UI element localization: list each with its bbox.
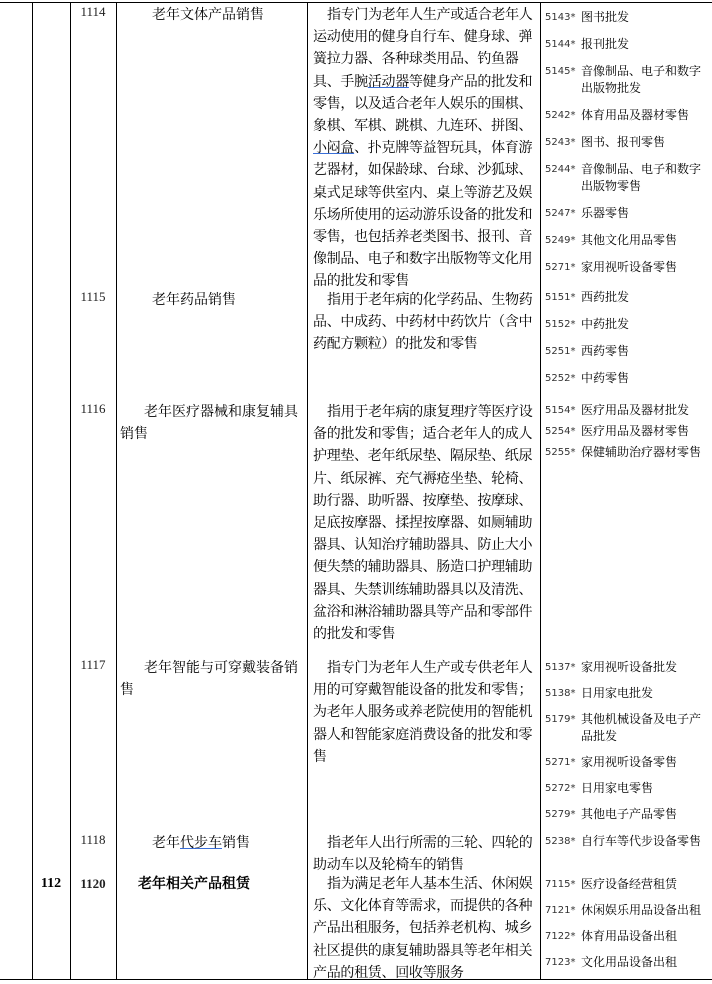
industry-reference-list <box>545 9 710 286</box>
reference-code: 5242* <box>545 110 576 121</box>
reference-code: 5271* <box>545 757 576 768</box>
industry-reference-list <box>545 876 710 980</box>
class-description: 指用于老年病的康复理疗等医疗设备的批发和零售；适合老年人的成人护理垫、老年纸尿垫、隔尿垫、纸尿片、纸尿裤、充气褥疮坐垫、轮椅、助行器、助听器、按摩垫、按摩球、足底按摩器、揉捏按摩器、如厕辅助器具、认知治疗辅助器具、防止大小便失禁的辅助器具、肠造口护理辅助器具、失禁训练辅助器具以及清洗、盆浴和淋浴辅助器具等产品和零部件的批发和零售 <box>313 404 533 643</box>
reference-item <box>545 289 710 306</box>
reference-code: 7121* <box>545 905 576 916</box>
class-code: 1120 <box>80 876 106 891</box>
reference-item <box>545 9 710 26</box>
reference-item <box>545 659 710 676</box>
reference-item <box>545 954 710 971</box>
reference-label: 西药零售 <box>581 344 630 358</box>
reference-label: 体育用品及器材零售 <box>581 108 690 122</box>
reference-item <box>545 259 710 276</box>
table-top-border <box>0 2 712 3</box>
reference-code: 5244* <box>545 164 576 175</box>
reference-label: 医疗设备经营租赁 <box>581 877 678 891</box>
reference-item <box>545 36 710 53</box>
reference-code: 5254* <box>545 426 576 437</box>
reference-item <box>545 806 710 823</box>
reference-item <box>545 444 710 461</box>
class-name: 老年代步车销售 <box>152 835 250 851</box>
reference-label: 日用家电批发 <box>581 686 654 700</box>
reference-item <box>545 343 710 360</box>
reference-item <box>545 161 710 195</box>
reference-label: 图书批发 <box>581 10 630 24</box>
reference-label: 文化用品设备出租 <box>581 955 678 969</box>
reference-label: 中药批发 <box>581 317 630 331</box>
reference-item <box>545 316 710 333</box>
reference-code: 5151* <box>545 292 576 303</box>
reference-code: 5243* <box>545 137 576 148</box>
reference-item <box>545 232 710 249</box>
class-description: 指专门为老年人生产或适合老年人运动使用的健身自行车、健身球、弹簧拉力器、各种球类用品、钓鱼器具、手腕活动器等健身产品的批发和零售，以及适合老年人娱乐的围棋、象棋、军棋、跳棋、九连环、拼图、小闷盒、扑克牌等益智玩具，体育游艺器材，如保龄球、台球、沙狐球、桌式足球等供室内、桌上等游艺及娱乐场所使用的运动游乐设备的批发和零售，也包括养老类图书、报刊、音像制品、电子和数字出版物等文化用品的批发和零售 <box>313 7 533 290</box>
reference-label: 其他文化用品零售 <box>581 233 678 247</box>
reference-label: 医疗用品及器材零售 <box>581 424 690 438</box>
class-name: 老年药品销售 <box>152 292 236 308</box>
reference-label: 图书、报刊零售 <box>581 135 666 149</box>
reference-code: 7123* <box>545 957 576 968</box>
reference-label: 家用视听设备零售 <box>581 260 678 274</box>
reference-code: 7122* <box>545 931 576 942</box>
class-description: 指专门为老年人生产或专供老年人用的可穿戴智能设备的批发和零售；为老年人服务或养老院使用的智能机器人和智能家庭消费设备的批发和零售 <box>313 660 533 765</box>
class-description: 指老年人出行所需的三轮、四轮的助动车以及轮椅车的销售 <box>313 835 533 874</box>
reference-code: 5152* <box>545 319 576 330</box>
reference-code: 5143* <box>545 12 576 23</box>
reference-item <box>545 711 710 745</box>
reference-label: 医疗用品及器材批发 <box>581 403 690 417</box>
reference-label: 乐器零售 <box>581 206 630 220</box>
reference-item <box>545 402 710 419</box>
reference-code: 5272* <box>545 783 576 794</box>
reference-code: 5251* <box>545 346 576 357</box>
reference-label: 西药批发 <box>581 290 630 304</box>
reference-code: 5179* <box>545 714 576 725</box>
industry-reference-list <box>545 659 710 832</box>
reference-item <box>545 928 710 945</box>
reference-label: 中药零售 <box>581 371 630 385</box>
class-code: 1114 <box>80 4 106 19</box>
reference-label: 音像制品、电子和数字出版物零售 <box>581 162 702 193</box>
reference-label: 其他电子产品零售 <box>581 807 678 821</box>
reference-label: 日用家电零售 <box>581 781 654 795</box>
class-code: 1117 <box>80 657 106 672</box>
reference-item <box>545 63 710 97</box>
reference-code: 5145* <box>545 66 576 77</box>
reference-label: 音像制品、电子和数字出版物批发 <box>581 64 702 95</box>
reference-item <box>545 780 710 797</box>
reference-code: 5137* <box>545 662 576 673</box>
column-divider <box>307 2 308 979</box>
reference-item <box>545 107 710 124</box>
reference-item <box>545 423 710 440</box>
column-divider <box>116 2 117 979</box>
class-name: 老年智能与可穿戴装备销售 <box>120 660 298 698</box>
group-code: 112 <box>40 876 62 891</box>
reference-code: 5144* <box>545 39 576 50</box>
reference-item <box>545 134 710 151</box>
reference-code: 5252* <box>545 373 576 384</box>
reference-item <box>545 902 710 919</box>
class-name: 老年医疗器械和康复辅具销售 <box>120 404 298 442</box>
class-description: 指为满足老年人基本生活、休闲娱乐、文化体育等需求，而提供的各种产品出租服务，包括养老机构、城乡社区提供的康复辅助器具等老年相关产品的租赁、回收等服务 <box>313 876 533 981</box>
reference-label: 家用视听设备批发 <box>581 660 678 674</box>
class-code: 1115 <box>80 289 106 304</box>
reference-code: 5154* <box>545 405 576 416</box>
reference-code: 5271* <box>545 262 576 273</box>
reference-label: 家用视听设备零售 <box>581 755 678 769</box>
industry-reference-list <box>545 402 710 465</box>
reference-item <box>545 205 710 222</box>
industry-reference-list <box>545 289 710 397</box>
class-code: 1118 <box>80 832 106 847</box>
reference-code: 5279* <box>545 809 576 820</box>
reference-label: 休闲娱乐用品设备出租 <box>581 903 702 917</box>
reference-code: 5249* <box>545 235 576 246</box>
reference-label: 报刊批发 <box>581 37 630 51</box>
class-code: 1116 <box>80 401 106 416</box>
class-description: 指用于老年病的化学药品、生物药品、中成药、中药材中药饮片（含中药配方颗粒）的批发和零售 <box>313 292 533 353</box>
reference-code: 5138* <box>545 688 576 699</box>
class-name: 老年相关产品租赁 <box>138 876 250 892</box>
reference-item <box>545 833 710 850</box>
reference-label: 体育用品设备出租 <box>581 929 678 943</box>
reference-item <box>545 754 710 771</box>
reference-item <box>545 876 710 893</box>
reference-label: 其他机械设备及电子产品批发 <box>581 712 702 743</box>
reference-label: 自行车等代步设备零售 <box>581 834 702 848</box>
column-divider <box>32 2 33 979</box>
class-name: 老年文体产品销售 <box>152 7 264 23</box>
reference-label: 保健辅助治疗器材零售 <box>581 445 702 459</box>
reference-item <box>545 685 710 702</box>
reference-code: 5255* <box>545 447 576 458</box>
column-divider <box>540 2 541 979</box>
reference-code: 5238* <box>545 836 576 847</box>
industry-reference-list <box>545 833 710 859</box>
reference-code: 7115* <box>545 879 576 890</box>
reference-code: 5247* <box>545 208 576 219</box>
reference-item <box>545 370 710 387</box>
